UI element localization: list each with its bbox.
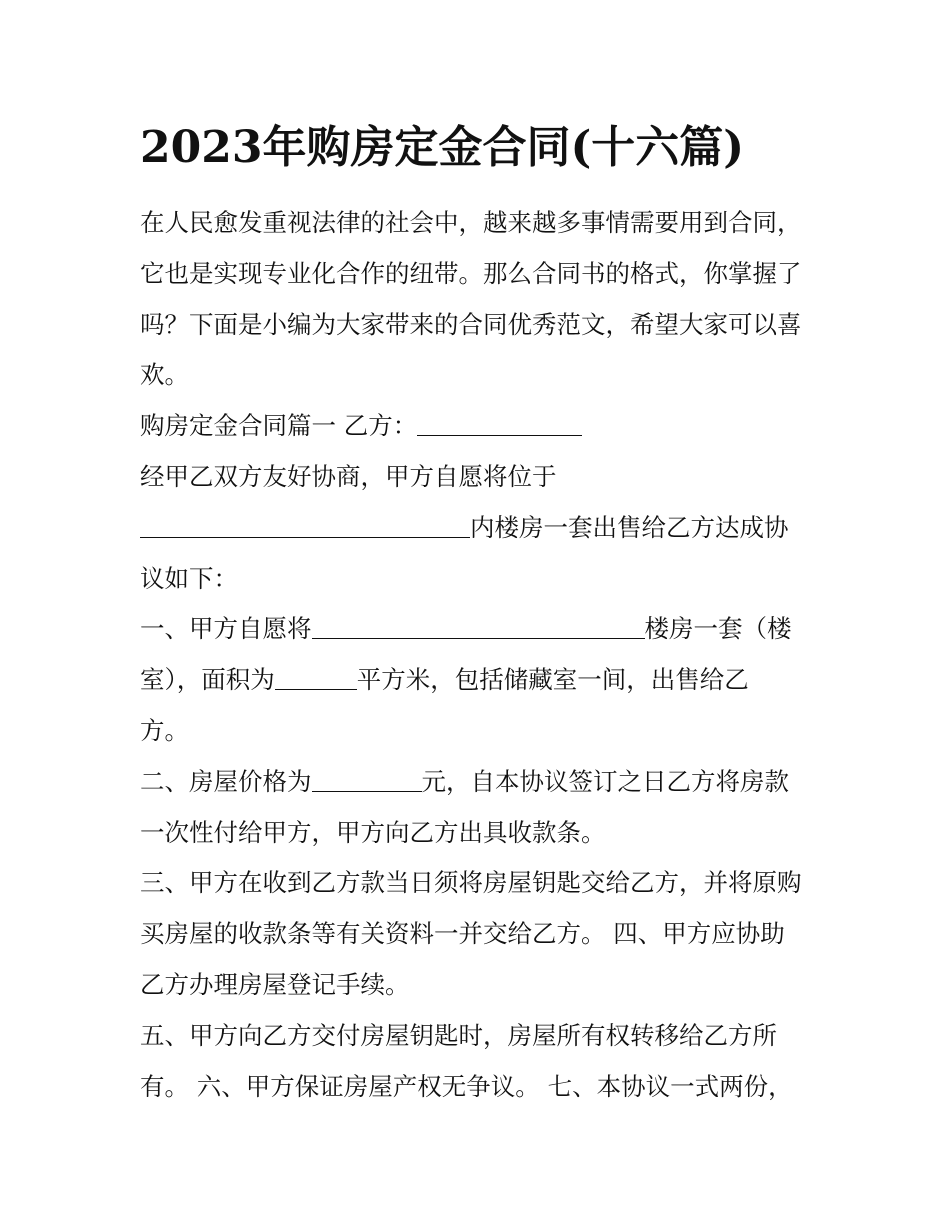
paragraph-line: 在人民愈发重视法律的社会中，越来越多事情需要用到合同， — [140, 208, 802, 237]
paragraph-line: 有。 六、甲方保证房屋产权无争议。 七、本协议一式两份， — [140, 1071, 793, 1101]
paragraph-line: 一次性付给甲方，甲方向乙方出具收款条。 — [140, 817, 606, 847]
paragraph-line: 经甲乙双方友好协商，甲方自愿将位于 — [140, 461, 557, 491]
paragraph-line: 一、甲方自愿将 楼房一套（楼 — [140, 614, 792, 644]
blank-area — [275, 665, 357, 690]
document-title: 2023年购房定金合同(十六篇) — [140, 122, 745, 173]
paragraph-line: 欢。 — [140, 360, 189, 390]
paragraph-line: 吗？下面是小编为大家带来的合同优秀范文，希望大家可以喜 — [140, 309, 802, 339]
blank-building — [312, 614, 645, 639]
paragraph-line: 方。 — [140, 715, 189, 745]
paragraph-line: 三、甲方在收到乙方款当日须将房屋钥匙交给乙方，并将原购 — [140, 868, 802, 898]
paragraph-line: 二、房屋价格为 元，自本协议签订之日乙方将房款 — [140, 766, 789, 796]
paragraph-line: 乙方办理房屋登记手续。 — [140, 969, 410, 999]
paragraph-line: 购房定金合同篇一 乙方： — [140, 401, 820, 452]
paragraph-line: 议如下： — [140, 563, 238, 593]
blank-price — [312, 767, 422, 792]
paragraph-line: 它也是实现专业化合作的纽带。那么合同书的格式，你掌握了 — [140, 258, 802, 288]
paragraph-line: 内楼房一套出售给乙方达成协 — [140, 503, 820, 554]
paragraph-line: 室），面积为 平方米，包括储藏室一间，出售给乙 — [140, 665, 749, 695]
blank-location — [140, 513, 470, 538]
paragraph-line: 买房屋的收款条等有关资料一并交给乙方。 四、甲方应协助 — [140, 919, 785, 949]
document-body — [140, 198, 820, 1112]
blank-party-b — [417, 411, 582, 436]
paragraph-line: 五、甲方向乙方交付房屋钥匙时，房屋所有权转移给乙方所 — [140, 1020, 777, 1050]
